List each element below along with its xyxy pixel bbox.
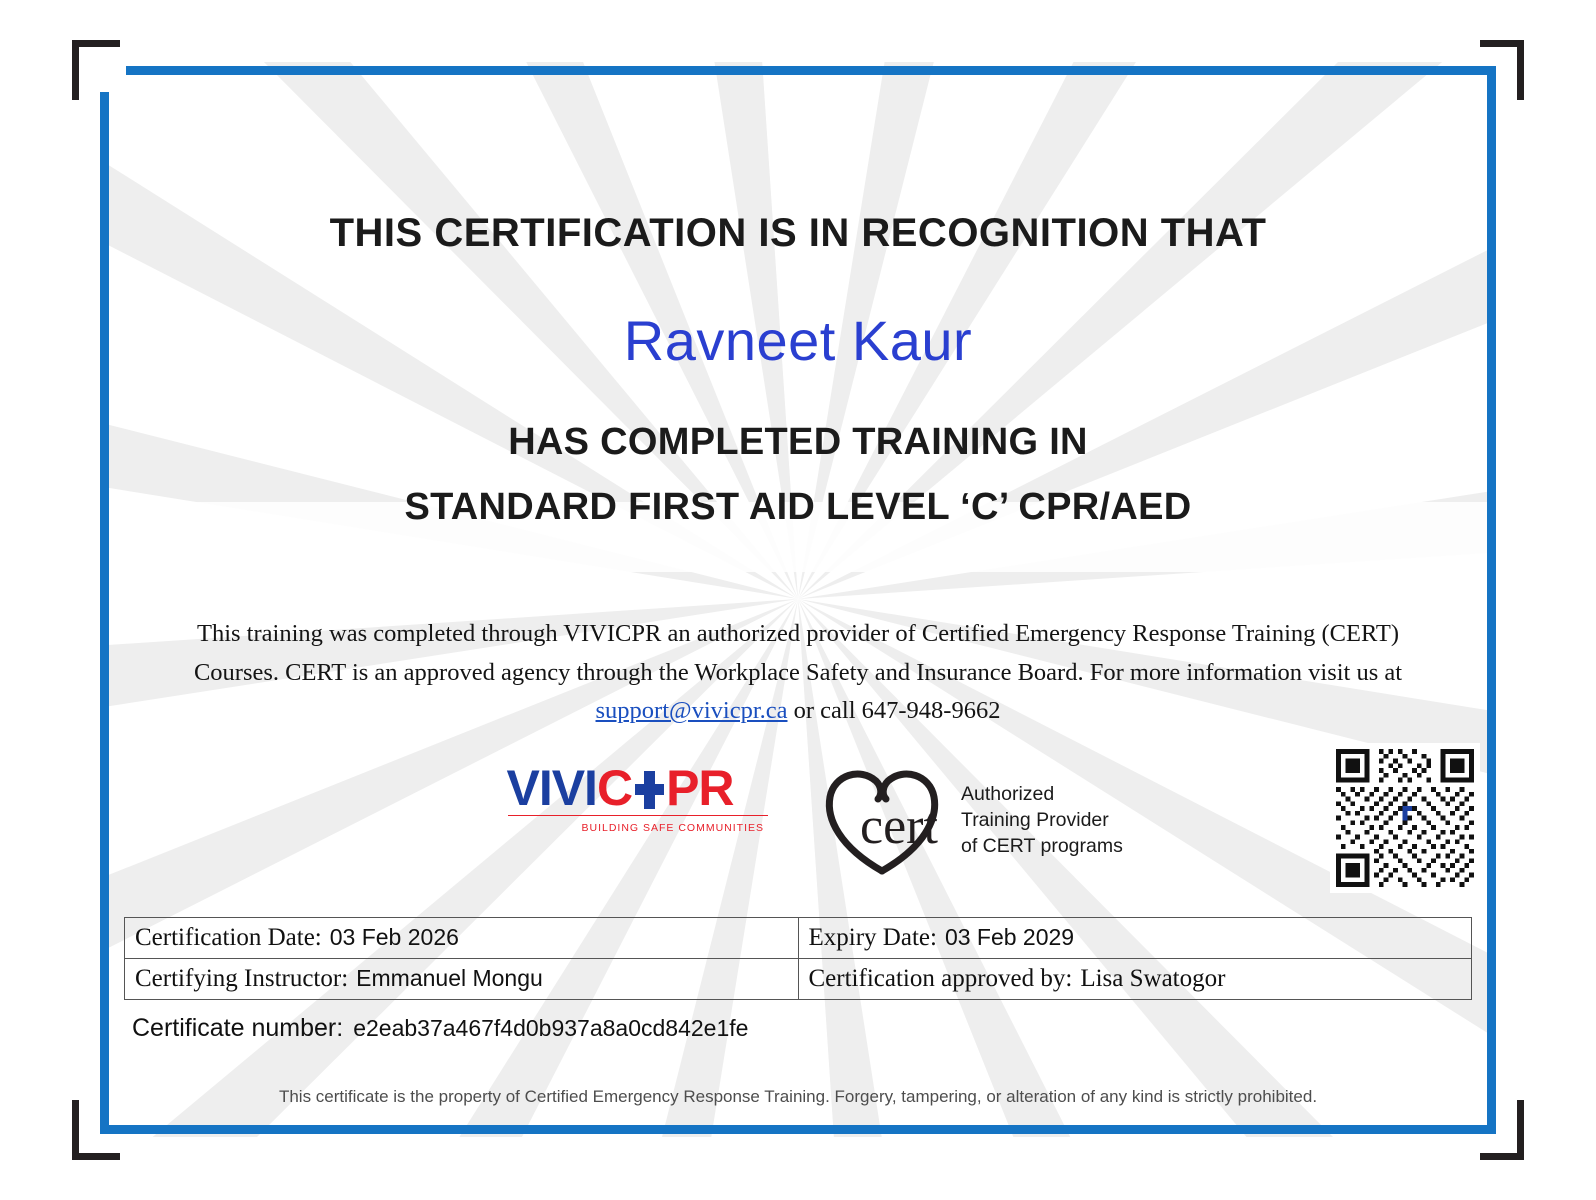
cert-text-line1: Authorized xyxy=(961,782,1055,805)
course-title: STANDARD FIRST AID LEVEL ‘C’ CPR/AED xyxy=(404,486,1192,528)
body-text-part2: or call 647-948-9662 xyxy=(793,697,1001,725)
approved-by-cell xyxy=(798,959,1472,999)
footer-note: This certificate is the property of Certified Emergency Response Training. Forgery, tampering, or alteration of any kind is strictly prohibited. xyxy=(278,1087,1318,1107)
approved-by-value: Lisa Swatogor xyxy=(1080,965,1226,993)
frame-gap-left xyxy=(68,100,84,1100)
vivicpr-wordmark xyxy=(470,760,770,817)
frame-gap-bottom xyxy=(120,1148,1480,1164)
vivicpr-logo xyxy=(470,760,770,835)
recipient-name: Ravneet Kaur xyxy=(623,309,973,372)
vivicpr-pr-text: PR xyxy=(666,760,734,817)
certification-date-label: Certification Date: xyxy=(135,924,322,952)
cert-heart-icon xyxy=(820,761,945,879)
cert-text-line3: of CERT programs xyxy=(961,835,1123,858)
certificate-content xyxy=(110,76,1486,1124)
cert-authorized-provider-logo xyxy=(820,761,1123,879)
cert-letters: cert xyxy=(860,798,938,856)
logos-row xyxy=(110,749,1486,899)
table-row xyxy=(125,959,1471,1000)
frame-gap-right xyxy=(1512,100,1528,1100)
certificate-number-label: Certificate number: xyxy=(132,1014,344,1043)
details-table xyxy=(124,917,1472,1000)
expiry-date-cell xyxy=(798,918,1472,958)
headline: THIS CERTIFICATION IS IN RECOGNITION THAT xyxy=(329,211,1267,255)
certification-date-value: 03 Feb 2026 xyxy=(329,924,459,951)
body-text-part1: This training was completed through VIVICPR an authorized provider of Certified Emergency Response Training (CERT) Courses. CERT is an approved agency through the Workplace Safety and Insurance Board. For more information visit us at xyxy=(193,620,1403,686)
qr-code[interactable] xyxy=(1330,743,1480,893)
instructor-value: Emmanuel Mongu xyxy=(356,965,543,992)
cert-logo-text xyxy=(961,781,1123,860)
expiry-date-label: Expiry Date: xyxy=(808,924,937,952)
body-paragraph xyxy=(173,615,1423,731)
medical-cross-icon xyxy=(632,771,666,809)
instructor-label: Certifying Instructor: xyxy=(135,965,349,993)
completed-training-line: HAS COMPLETED TRAINING IN xyxy=(508,421,1088,463)
support-email-link[interactable]: support@vivicpr.ca xyxy=(595,697,788,725)
certificate-number-value: e2eab37a467f4d0b937a8a0cd842e1fe xyxy=(353,1015,749,1042)
cert-text-line2: Training Provider xyxy=(961,808,1109,831)
frame-gap-top xyxy=(120,36,1480,52)
instructor-cell xyxy=(125,959,798,999)
certification-date-cell xyxy=(125,918,798,958)
certificate-number xyxy=(132,1014,1486,1043)
vivicpr-tagline: BUILDING SAFE COMMUNITIES xyxy=(581,822,764,835)
table-row xyxy=(125,918,1471,959)
approved-by-label: Certification approved by: xyxy=(808,965,1073,993)
qr-code-image xyxy=(1336,749,1474,887)
vivicpr-vivi-text: VIVI xyxy=(506,760,597,817)
expiry-date-value: 03 Feb 2029 xyxy=(944,924,1075,951)
vivicpr-c-text: C xyxy=(596,760,633,817)
